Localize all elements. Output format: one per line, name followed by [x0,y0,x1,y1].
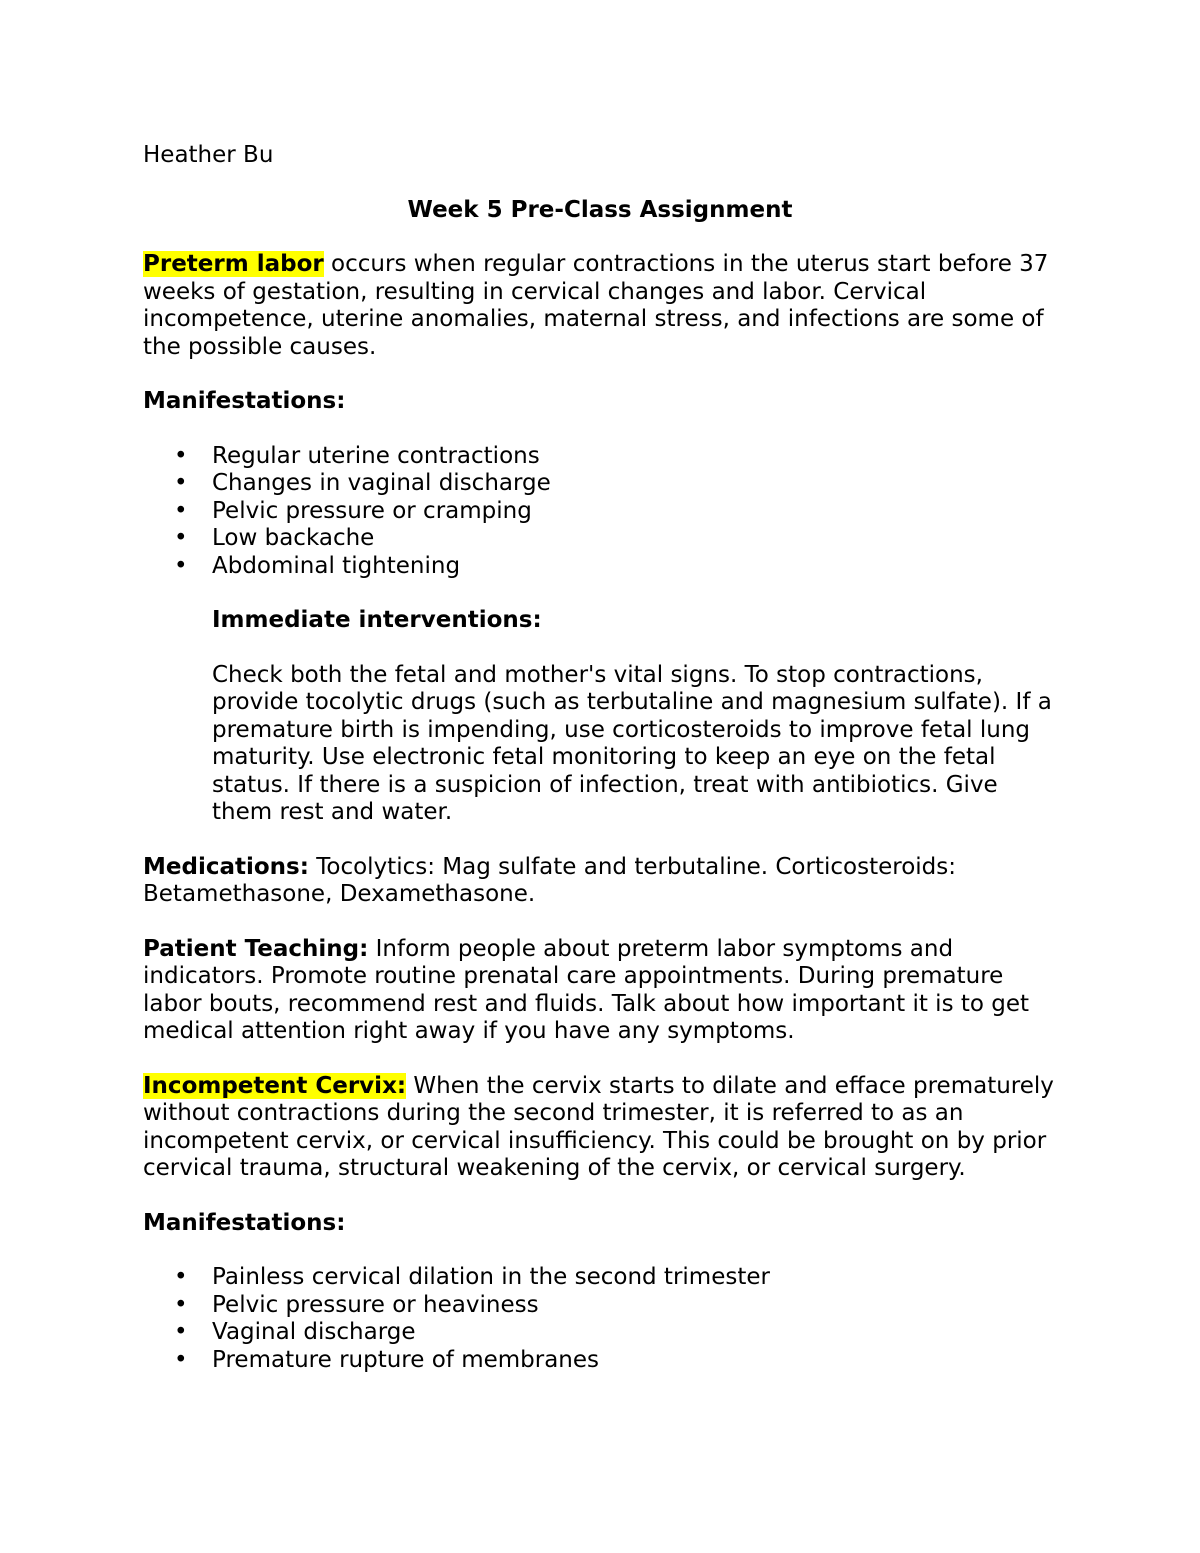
medications-label: Medications: [143,853,309,880]
document-title: Week 5 Pre-Class Assignment [407,196,793,223]
cervix-manifestations-list [143,1264,1063,1374]
list-item [143,1319,1063,1347]
preterm-term-highlight: Preterm labor [143,251,324,277]
bullet-icon: • [174,470,188,496]
list-item-text: Vaginal discharge [212,1319,416,1345]
list-item-text: Painless cervical dilation in the second trimester [212,1264,770,1290]
list-item-text: Changes in vaginal discharge [212,470,551,496]
list-item-text: Regular uterine contractions [212,442,540,469]
list-item [143,1347,1063,1375]
cervix-term-highlight: Incompetent Cervix: [143,1072,407,1099]
cervix-definition-paragraph [143,1073,1063,1183]
bullet-icon: • [174,442,188,469]
bullet-icon: • [174,525,188,551]
author-name: Heather Bu [143,142,274,168]
list-item-text: Low backache [212,525,375,551]
patient-teaching-text: Inform people about preterm labor symptoms and indicators. Promote routine prenatal care appointments. During premature labor bouts, recommend rest and fluids. Talk about how important it is to get medical attention right away if you have any symptoms. [143,935,1030,1044]
list-item [143,553,1063,581]
bullet-icon: • [174,1291,188,1318]
preterm-definition-text: occurs when regular contractions in the uterus start before 37 weeks of gestation, resulting in cervical changes and labor. Cervical incompetence, uterine anomalies, maternal stress, and infections are some of the possible causes. [143,251,1049,360]
preterm-manifestations-list [143,443,1063,581]
bullet-icon: • [174,1346,188,1373]
patient-teaching-paragraph [143,936,1063,1046]
bullet-icon: • [174,552,188,579]
medications-text: Tocolytics: Mag sulfate and terbutaline. Corticosteroids: Betamethasone, Dexamethasone. [143,853,956,907]
list-item-text: Pelvic pressure or cramping [212,497,532,524]
list-item-text: Premature rupture of membranes [212,1346,600,1373]
list-item [143,1264,1063,1292]
medications-paragraph [143,854,1063,909]
list-item-text: Pelvic pressure or heaviness [212,1291,539,1318]
bullet-icon: • [174,1319,188,1345]
bullet-icon: • [174,497,188,524]
document-body [143,142,1063,1401]
list-item [143,470,1063,498]
list-item [143,1292,1063,1320]
list-item-text: Abdominal tightening [212,552,461,579]
interventions-heading: Immediate interventions: [212,607,542,633]
list-item [143,443,1063,471]
cervix-manifestations-heading: Manifestations: [143,1209,346,1236]
list-item [143,498,1063,526]
list-item [143,525,1063,553]
bullet-icon: • [174,1264,188,1290]
interventions-paragraph: Check both the fetal and mother's vital signs. To stop contractions, provide tocolytic drugs (such as terbutaline and magnesium sulfate). If a premature birth is impending, use corticosteroids to improve fetal lung maturity. Use electronic fetal monitoring to keep an eye on the fetal status. If there is a suspicion of infection, treat with antibiotics. Give them rest and water. [212,661,1052,825]
patient-teaching-label: Patient Teaching: [143,935,369,962]
cervix-definition-text: When the cervix starts to dilate and efface prematurely without contractions during the second trimester, it is referred to as an incompetent cervix, or cervical insufficiency. This could be brought on by prior cervical trauma, structural weakening of the cervix, or cervical surgery. [143,1072,1054,1181]
preterm-definition-paragraph [143,251,1063,361]
preterm-manifestations-heading: Manifestations: [143,388,346,414]
